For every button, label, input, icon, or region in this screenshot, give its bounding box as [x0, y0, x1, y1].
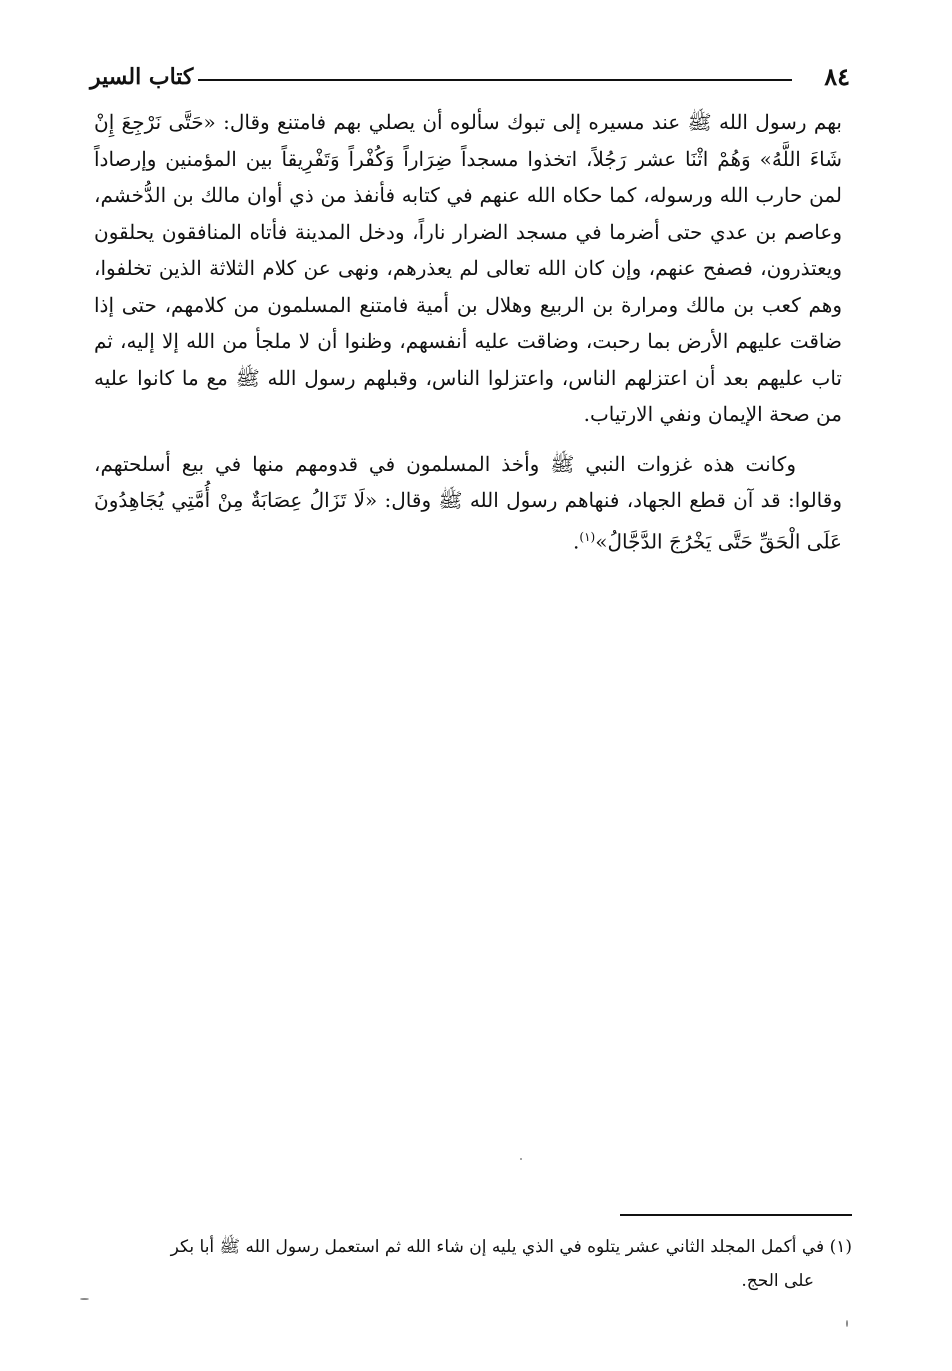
- paragraph-2: [94, 446, 842, 560]
- chapter-title: كتاب السير: [90, 64, 194, 90]
- paragraph-1: بهم رسول الله ﷺ عند مسيره إلى تبوك سألوه أن يصلي بهم فامتنع وقال: «حَتَّى نَرْجِعَ إِنْ شَاءَ اللَّهُ» وَهُمْ اثْنَا عشر رَجُلاً، اتخذوا مسجداً ضِرَاراً وَكُفْراً وَتَفْرِيقاً بين المؤمنين وإرصاداً لمن حارب الله ورسوله، كما حكاه الله عنهم في كتابه فأنفذ من ذي أوان مالك بن الدُّخشم، وعاصم بن عدي حتى أضرما في مسجد الضرار ناراً، ودخل المدينة فأتاه المنافقون يحلقون ويعتذرون، فصفح عنهم، وإن كان الله تعالى لم يعذرهم، ونهى عن كلام الثلاثة الذين تخلفوا، وهم كعب بن مالك ومرارة بن الربيع وهلال بن أمية فامتنع المسلمون من كلامهم، حتى إذا ضاقت عليهم الأرض بما رحبت، وضاقت عليه أنفسهم، وظنوا أن لا ملجأ من الله إلا إليه، ثم تاب عليهم بعد أن اعتزلهم الناس، واعتزلوا الناس، وقبلهم رسول الله ﷺ مع ما كانوا عليه من صحة الإيمان ونفي الارتياب.: [94, 110, 842, 426]
- paragraph-2-end: .: [573, 529, 580, 554]
- footnote-line-1: (١) في أكمل المجلد الثاني عشر يتلوه في الذي يليه إن شاء الله ثم استعمل رسول الله ﷺ أبا بكر: [170, 1237, 852, 1257]
- main-text: [94, 104, 842, 560]
- footnote-rule: [620, 1214, 852, 1216]
- scan-speck: [80, 1298, 89, 1300]
- page-number: ٨٤: [824, 62, 850, 91]
- scan-speck: [846, 1320, 848, 1327]
- footnote: [100, 1230, 852, 1298]
- running-header: [90, 60, 850, 94]
- footnote-line-2: على الحج.: [741, 1271, 814, 1291]
- header-rule: [198, 79, 792, 81]
- paragraph-2-text: وكانت هذه غزوات النبي ﷺ وأخذ المسلمون في قدومهم منها في بيع أسلحتهم، وقالوا: قد آن قطع الجهاد، فنهاهم رسول الله ﷺ وقال: «لَا تَزَالُ عِصَابَةٌ مِنْ أُمَّتِي يُجَاهِدُونَ عَلَى الْحَقِّ حَتَّى يَخْرُجَ الدَّجَّالُ»: [94, 451, 842, 554]
- footnote-ref[interactable]: (١): [579, 529, 596, 544]
- scan-speck: [520, 1158, 522, 1160]
